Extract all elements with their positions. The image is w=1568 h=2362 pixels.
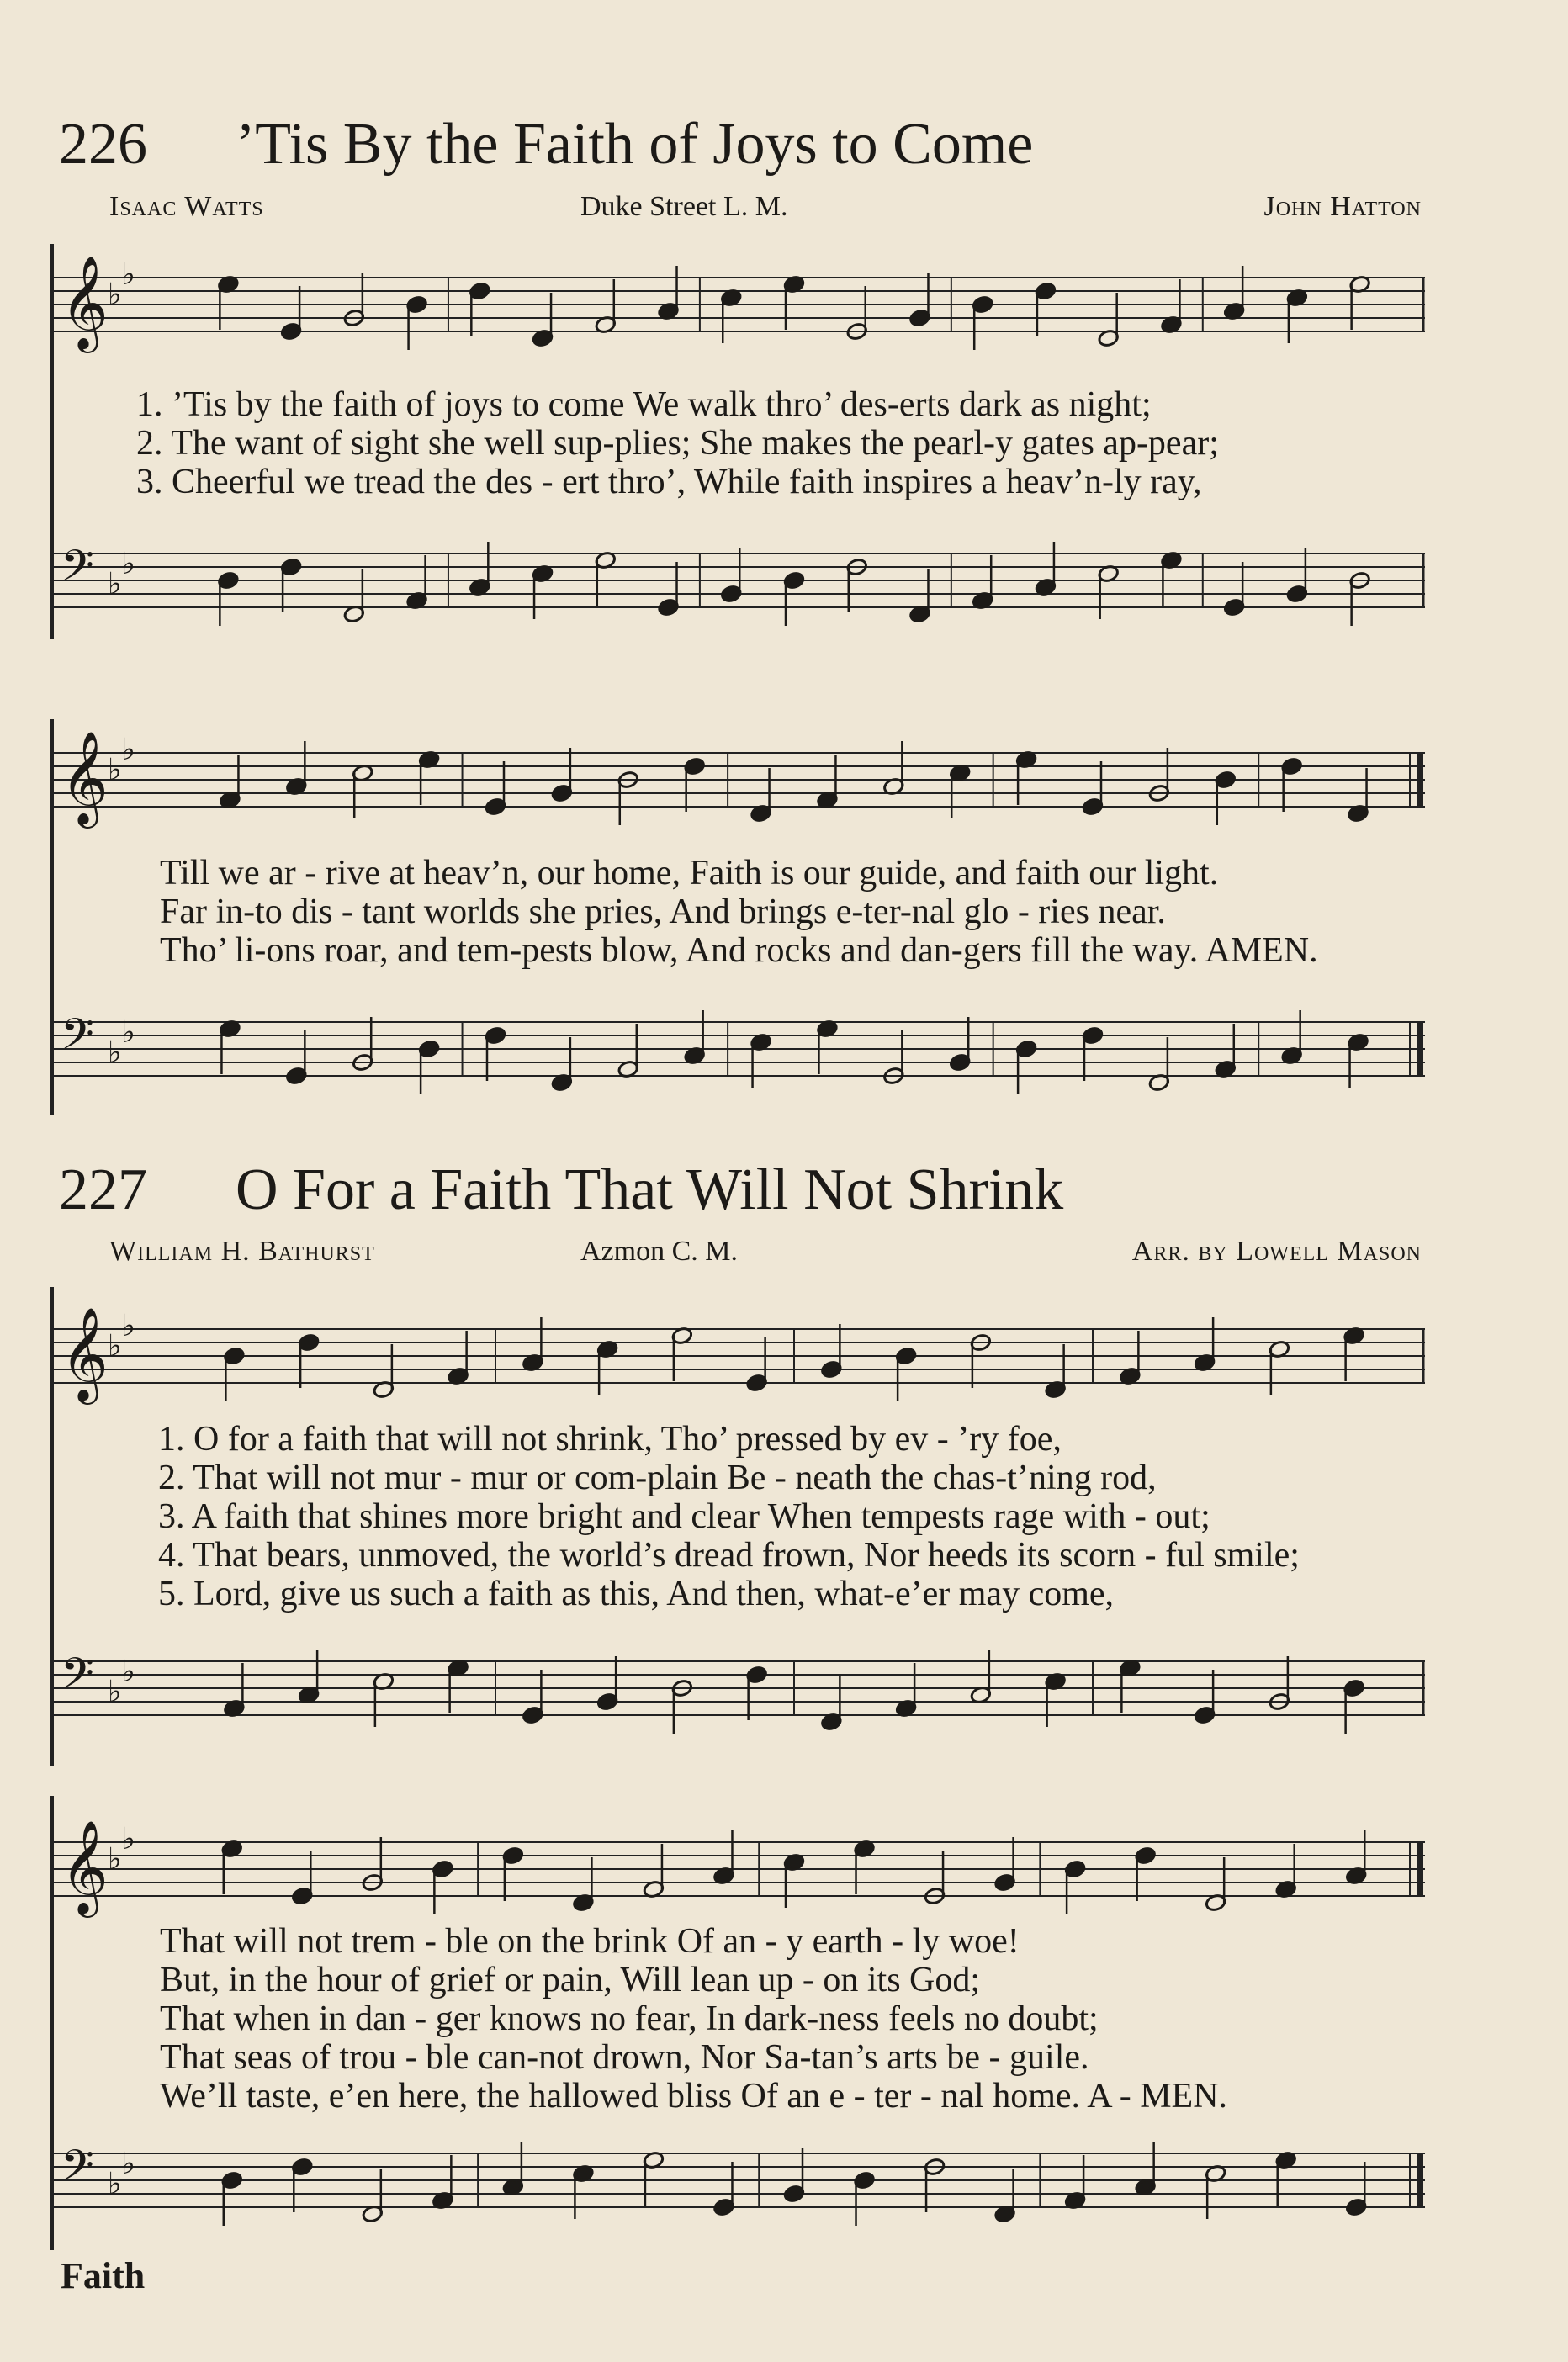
bass-staff bbox=[54, 997, 1425, 1098]
section-label: Faith bbox=[61, 2255, 146, 2296]
lyrics-verses bbox=[160, 1922, 1227, 2116]
treble-staff bbox=[54, 1304, 1425, 1405]
lyric-line: 3. Cheerful we tread the des - ert thro’, While faith inspires a heav’n-ly ray, bbox=[136, 463, 1202, 501]
bass-clef-icon: 𝄢 bbox=[61, 1009, 94, 1070]
flat-sign-icon: ♭ bbox=[108, 2167, 122, 2201]
lyrics-verses bbox=[158, 1420, 1300, 1613]
lyric-line: But, in the hour of grief or pain, Will lean up - on its God; bbox=[160, 1961, 981, 1999]
lyric-line: That seas of trou - ble can-not drown, Nor Sa-tan’s arts be - guile. bbox=[160, 2038, 1089, 2077]
lyric-line: We’ll taste, e’en here, the hallowed bliss Of an e - ter - nal home. A - MEN. bbox=[160, 2077, 1228, 2116]
music-system bbox=[50, 1287, 1425, 1766]
flat-sign-icon: ♭ bbox=[121, 733, 135, 767]
lyric-line: Far in-to dis - tant worlds she pries, And brings e-ter-nal glo - ries near. bbox=[160, 892, 1166, 931]
flat-sign-icon: ♭ bbox=[121, 1822, 135, 1856]
treble-staff bbox=[54, 252, 1425, 353]
flat-sign-icon: ♭ bbox=[108, 1329, 122, 1364]
flat-sign-icon: ♭ bbox=[121, 2147, 135, 2181]
bass-clef-icon: 𝄢 bbox=[61, 2140, 94, 2201]
hymn-227-heading bbox=[59, 1157, 1539, 1224]
lyric-line: Tho’ li-ons roar, and tem-pests blow, And rocks and dan-gers fill the way. AMEN. bbox=[160, 931, 1318, 970]
hymn-number: 227 bbox=[59, 1157, 147, 1222]
flat-sign-icon: ♭ bbox=[121, 257, 135, 292]
flat-sign-icon: ♭ bbox=[121, 1655, 135, 1689]
hymn-number: 226 bbox=[59, 112, 147, 177]
bass-clef-icon: 𝄢 bbox=[61, 1648, 94, 1709]
flat-sign-icon: ♭ bbox=[121, 1309, 135, 1343]
lyric-line: That will not trem - ble on the brink Of an - y earth - ly woe! bbox=[160, 1922, 1020, 1961]
lyric-line: Till we ar - rive at heav’n, our home, Faith is our guide, and faith our light. bbox=[160, 854, 1219, 892]
bass-staff bbox=[54, 1636, 1425, 1737]
lyric-line: 4. That bears, unmoved, the world’s dread frown, Nor heeds its scorn - ful smile; bbox=[158, 1536, 1300, 1575]
flat-sign-icon: ♭ bbox=[121, 547, 135, 581]
flat-sign-icon: ♭ bbox=[121, 1015, 135, 1050]
treble-clef-icon: 𝄞 bbox=[61, 255, 109, 349]
hymn-title: ’Tis By the Faith of Joys to Come bbox=[236, 112, 1034, 177]
hymn-composer: Arr. by Lowell Mason bbox=[1131, 1236, 1422, 1267]
hymn-author: William H. Bathurst bbox=[109, 1236, 375, 1267]
lyric-line: 3. A faith that shines more bright and clear When tempests rage with - out; bbox=[158, 1497, 1210, 1536]
flat-sign-icon: ♭ bbox=[108, 1675, 122, 1709]
treble-clef-icon: 𝄞 bbox=[61, 1819, 109, 1914]
hymn-author: Isaac Watts bbox=[109, 191, 264, 222]
flat-sign-icon: ♭ bbox=[108, 1842, 122, 1877]
music-system bbox=[50, 244, 1425, 639]
bass-staff bbox=[54, 2128, 1425, 2229]
treble-staff bbox=[54, 1817, 1425, 1918]
lyrics-verses bbox=[160, 854, 1318, 970]
flat-sign-icon: ♭ bbox=[108, 278, 122, 312]
flat-sign-icon: ♭ bbox=[108, 567, 122, 601]
lyric-line: 1. ’Tis by the faith of joys to come We walk thro’ des-erts dark as night; bbox=[136, 385, 1152, 424]
lyric-line: 2. The want of sight she well sup-plies; She makes the pearl-y gates ap-pear; bbox=[136, 424, 1219, 463]
music-system bbox=[50, 1796, 1425, 2250]
lyric-line: 5. Lord, give us such a faith as this, And then, what-e’er may come, bbox=[158, 1575, 1115, 1613]
treble-staff bbox=[54, 728, 1425, 829]
hymn-tune: Duke Street L. M. bbox=[580, 191, 788, 222]
hymn-tune: Azmon C. M. bbox=[580, 1236, 738, 1267]
bass-staff bbox=[54, 528, 1425, 629]
hymn-226-heading bbox=[59, 111, 1539, 178]
flat-sign-icon: ♭ bbox=[108, 753, 122, 787]
music-system bbox=[50, 719, 1425, 1115]
lyric-line: 1. O for a faith that will not shrink, Tho’ pressed by ev - ’ry foe, bbox=[158, 1420, 1062, 1459]
hymn-composer: John Hatton bbox=[1263, 191, 1422, 222]
bass-clef-icon: 𝄢 bbox=[61, 540, 94, 601]
hymn-title: O For a Faith That Will Not Shrink bbox=[236, 1157, 1064, 1222]
treble-clef-icon: 𝄞 bbox=[61, 1306, 109, 1401]
flat-sign-icon: ♭ bbox=[108, 1035, 122, 1070]
treble-clef-icon: 𝄞 bbox=[61, 730, 109, 824]
lyric-line: That when in dan - ger knows no fear, In dark-ness feels no doubt; bbox=[160, 1999, 1099, 2038]
lyrics-verses bbox=[136, 385, 1219, 501]
lyric-line: 2. That will not mur - mur or com-plain Be - neath the chas-t’ning rod, bbox=[158, 1459, 1157, 1497]
